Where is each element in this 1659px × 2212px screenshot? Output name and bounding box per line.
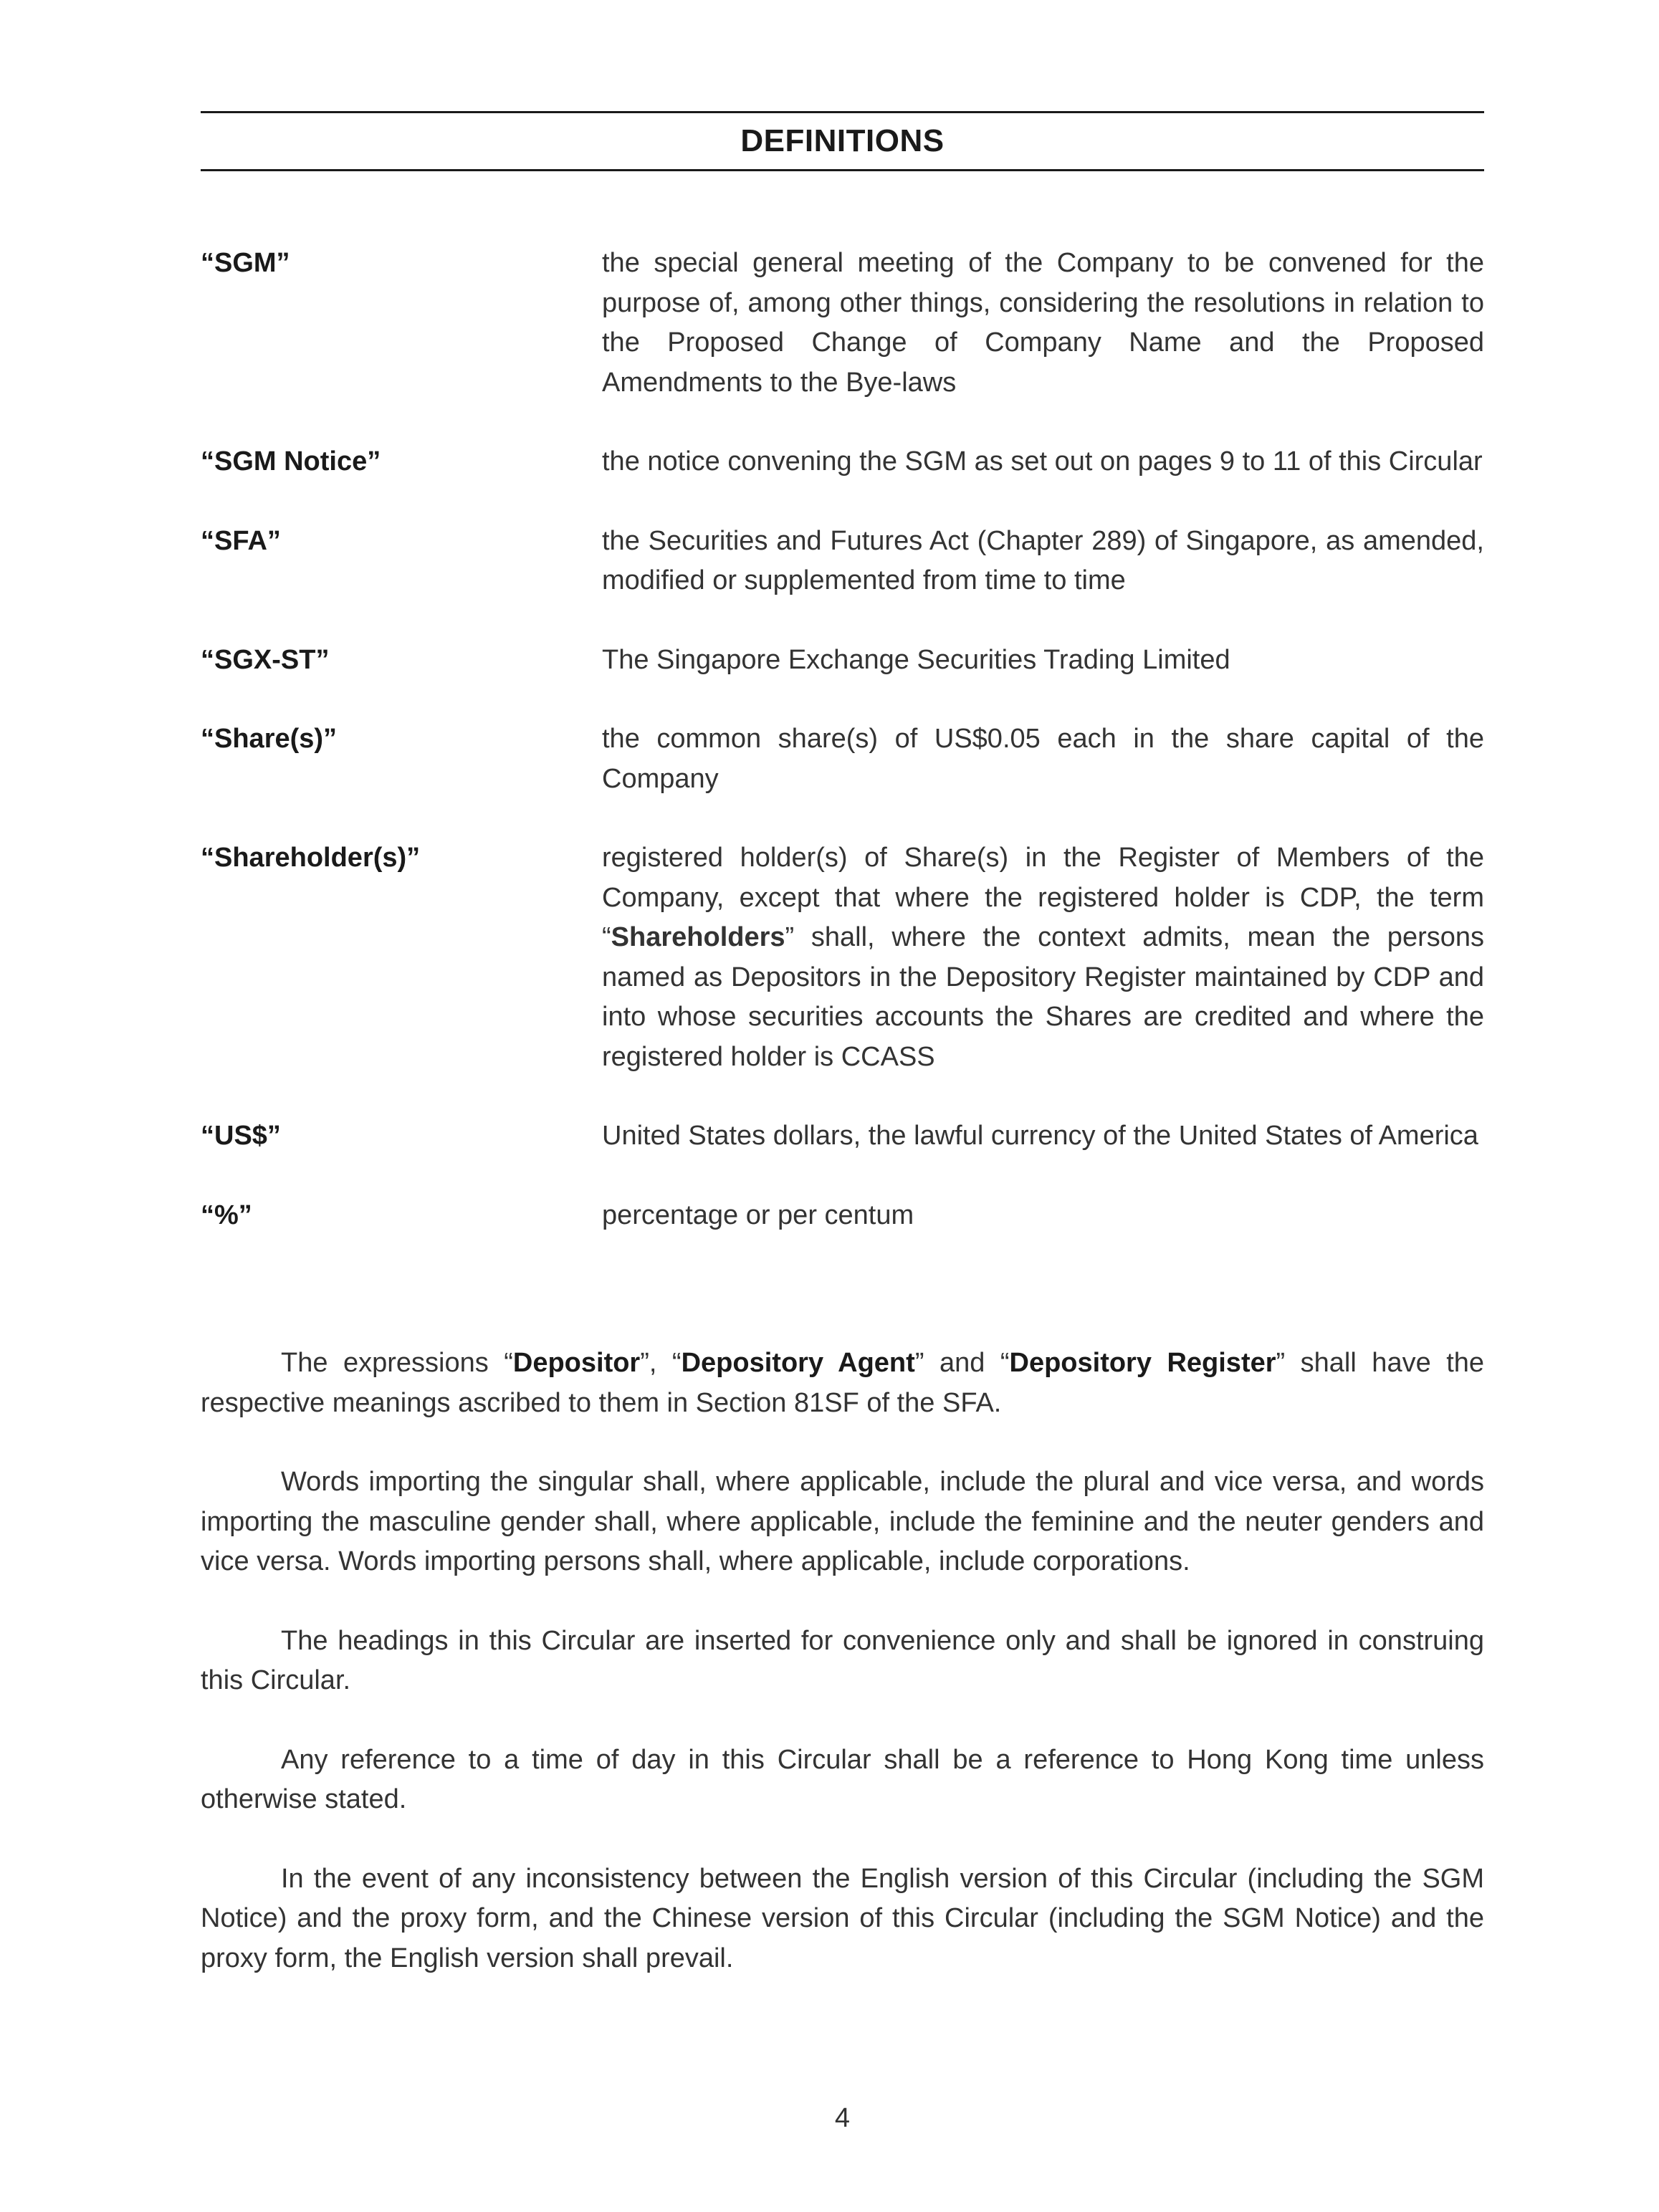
definition-text bbox=[602, 838, 1484, 1077]
definition-row-shareholders bbox=[201, 838, 1484, 1077]
paragraph-expressions bbox=[201, 1344, 1484, 1423]
page-header bbox=[201, 111, 1484, 171]
definition-text: United States dollars, the lawful currency of the United States of America bbox=[602, 1121, 1478, 1151]
page-title: DEFINITIONS bbox=[740, 123, 945, 158]
paragraph-text: ”, “ bbox=[640, 1348, 682, 1378]
definition-term: “SGM Notice” bbox=[201, 446, 381, 477]
definition-bold-term: Shareholders bbox=[611, 922, 785, 952]
definition-row-usd bbox=[201, 1116, 1484, 1157]
definitions-list bbox=[201, 244, 1484, 1275]
definition-text: the common share(s) of US$0.05 each in the share capital of the Company bbox=[602, 724, 1484, 794]
definition-term: “%” bbox=[201, 1200, 252, 1230]
definition-text: the Securities and Futures Act (Chapter 289) of Singapore, as amended, modified or supplemented from time to time bbox=[602, 525, 1484, 595]
paragraph-singular-plural: Words importing the singular shall, where applicable, include the plural and vice versa, and words importing the masculine gender shall, where applicable, include the feminine and the neuter genders and vice versa. Words importing persons shall, where applicable, include corporations. bbox=[201, 1467, 1484, 1576]
paragraph-text: ” and “ bbox=[914, 1348, 1010, 1378]
bold-term: Depositor bbox=[512, 1348, 641, 1378]
definition-term: “Share(s)” bbox=[201, 724, 338, 754]
definition-text-part: registered holder(s) of Share(s) in the Register of Members of the Company, except that where the registered holder is CDP, the term “ bbox=[602, 843, 1484, 952]
definition-term: “SGX-ST” bbox=[201, 644, 330, 675]
definition-term: “SGM” bbox=[201, 248, 290, 278]
bold-term: Depository Register bbox=[1009, 1348, 1276, 1378]
definition-text: The Singapore Exchange Securities Trading Limited bbox=[602, 644, 1230, 675]
definition-term: “SFA” bbox=[201, 525, 281, 556]
paragraph-text: The expressions “ bbox=[281, 1348, 513, 1378]
definition-text: the notice convening the SGM as set out on pages 9 to 11 of this Circular bbox=[602, 446, 1483, 477]
definition-row-sgx-st bbox=[201, 641, 1484, 681]
definition-row-percent bbox=[201, 1196, 1484, 1236]
paragraph-headings: The headings in this Circular are inserted for convenience only and shall be ignored in construing this Circular. bbox=[201, 1625, 1484, 1695]
paragraph-text: ” shall have the respective meanings ascribed to them in Section 81SF of the SFA. bbox=[201, 1348, 1485, 1418]
definition-text: the special general meeting of the Company to be convened for the purpose of, among other things, considering the resolutions in relation to the Proposed Change of Company Name and the Proposed Amendments to the Bye-laws bbox=[602, 248, 1484, 398]
body-paragraphs bbox=[201, 1344, 1484, 2018]
page-number: 4 bbox=[834, 2103, 851, 2133]
definition-row-shares bbox=[201, 719, 1484, 799]
definition-row-sgm-notice bbox=[201, 442, 1484, 482]
document-page bbox=[201, 0, 1484, 2212]
bold-term: Depository Agent bbox=[681, 1348, 915, 1378]
definition-term: “Shareholder(s)” bbox=[201, 843, 421, 873]
definition-row-sgm bbox=[201, 244, 1484, 403]
paragraph-inconsistency: In the event of any inconsistency between the English version of this Circular (including the SGM Notice) and the proxy form, and the Chinese version of this Circular (including the SGM Notice) and the proxy form, the English version shall prevail. bbox=[201, 1863, 1484, 1973]
paragraph-time-reference: Any reference to a time of day in this Circular shall be a reference to Hong Kong time unless otherwise stated. bbox=[201, 1744, 1484, 1814]
definition-text-part: ” shall, where the context admits, mean the persons named as Depositors in the Depository Register maintained by CDP and into whose securities accounts the Shares are credited and where the registered holder is CCASS bbox=[602, 922, 1484, 1072]
definition-row-sfa bbox=[201, 522, 1484, 601]
definition-term: “US$” bbox=[201, 1121, 281, 1151]
definition-text: percentage or per centum bbox=[602, 1200, 914, 1230]
